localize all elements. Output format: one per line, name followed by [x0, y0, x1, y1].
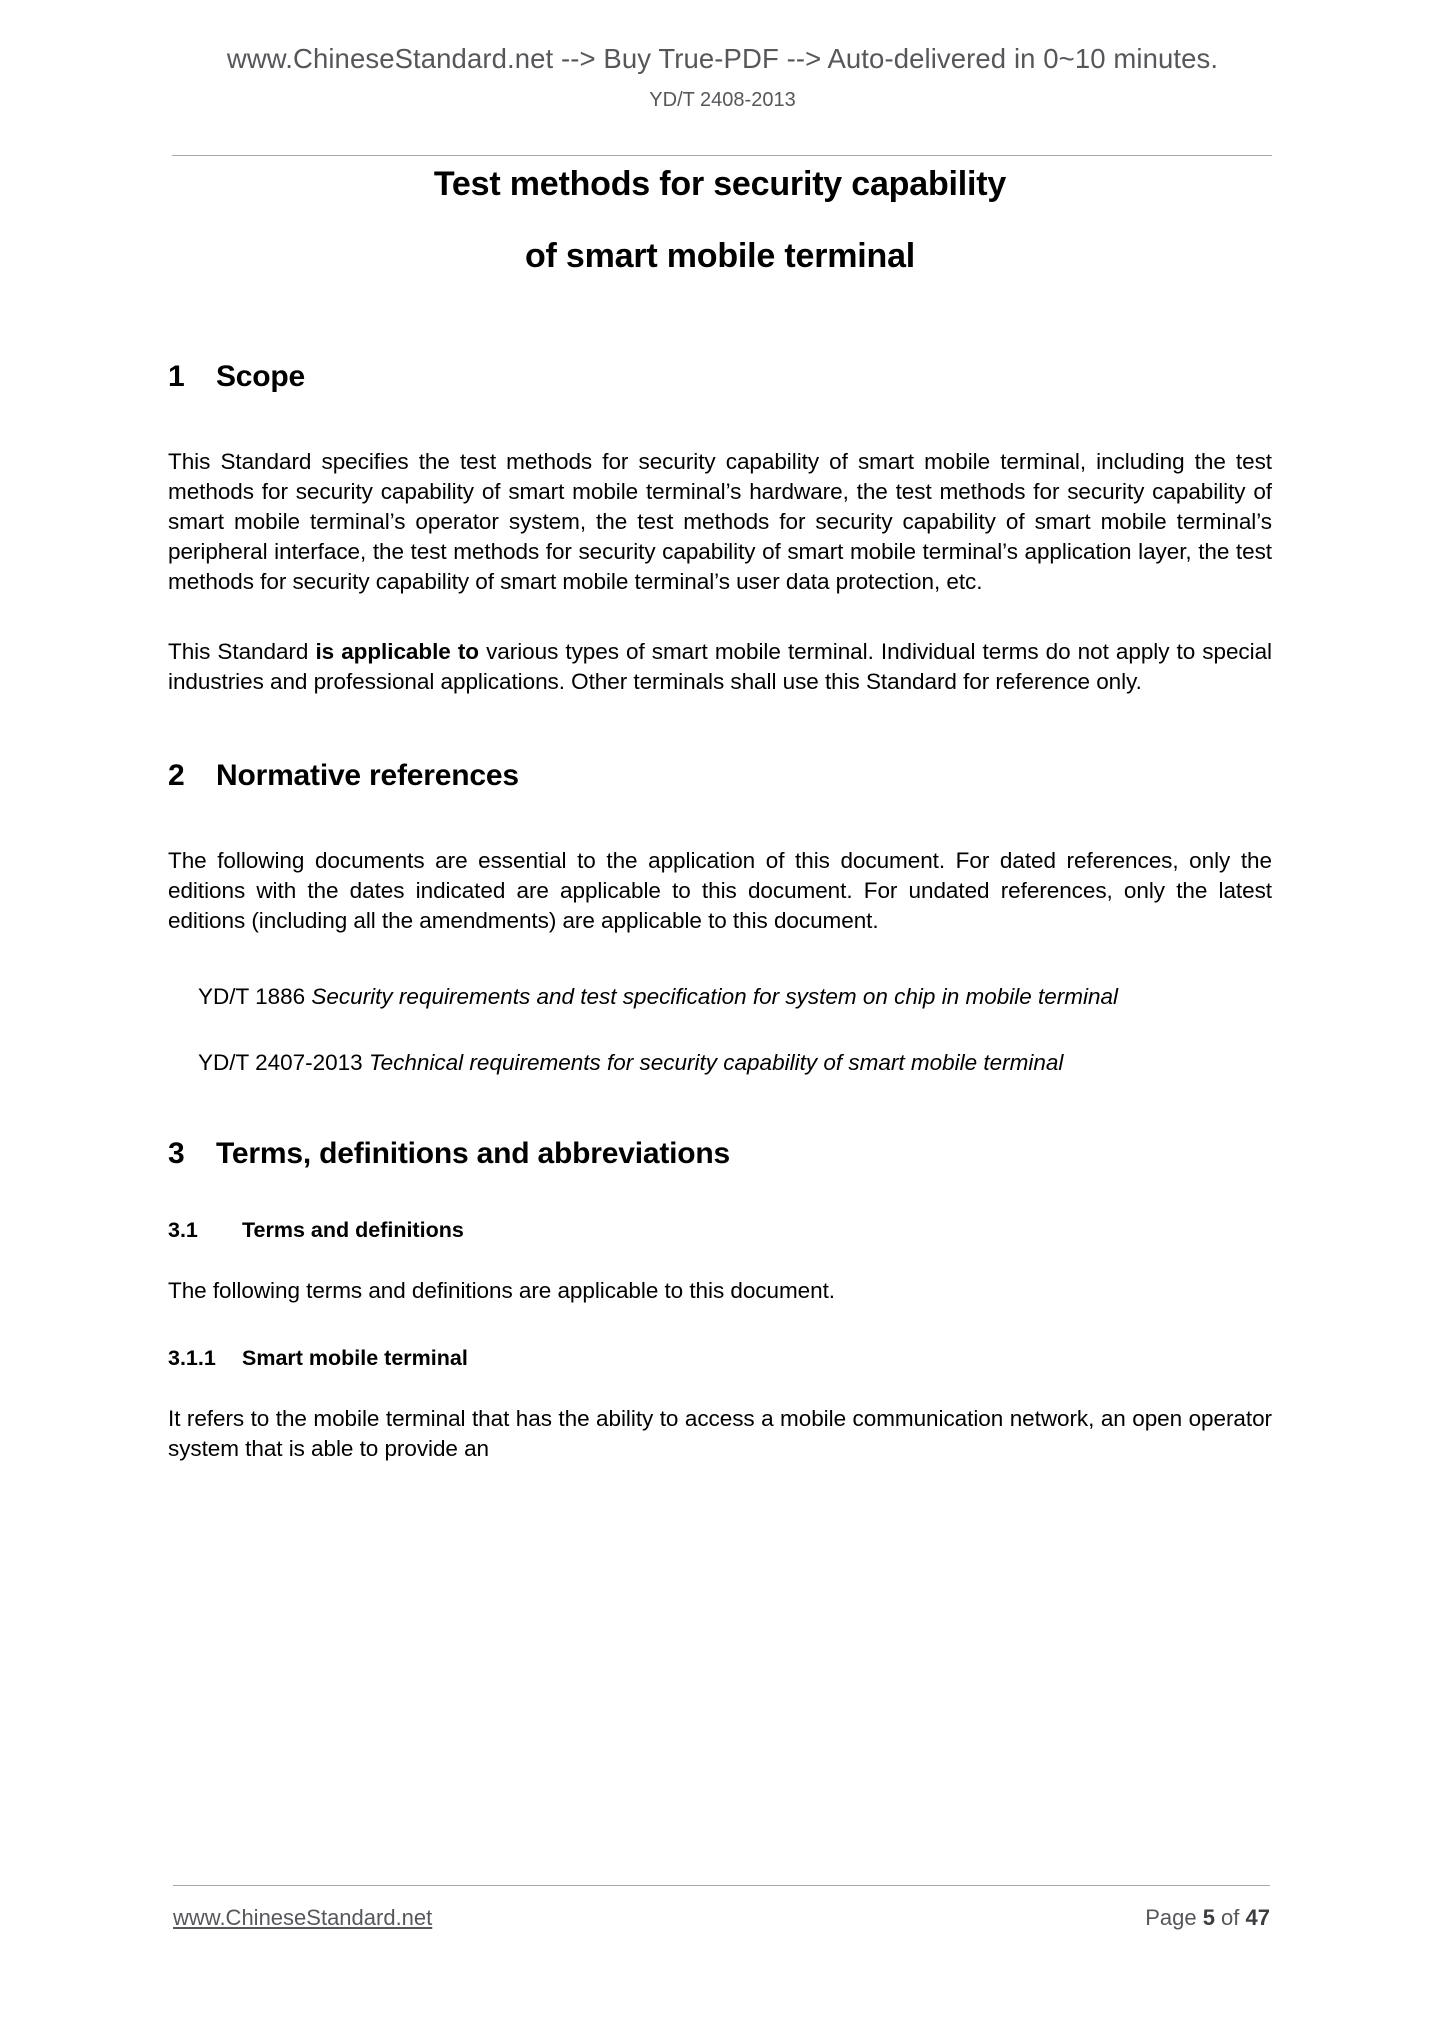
watermark-promo-text: www.ChineseStandard.net --> Buy True-PDF --> Auto-delivered in 0~10 minutes. — [226, 43, 1219, 74]
footer-page-of: of — [1214, 1905, 1246, 1930]
scope-paragraph-2-text-before: This Standard — [168, 638, 316, 664]
smart-mobile-terminal-definition-paragraph: It refers to the mobile terminal that has the ability to access a mobile communication network, an open operator system that is able to provide an — [168, 1405, 1272, 1461]
document-title — [168, 167, 1272, 273]
document-title-line-2: of smart mobile terminal — [524, 237, 916, 275]
scope-paragraph-2-text-after: various types of smart mobile terminal. Individual terms do not apply to special industries and professional applications. Other terminals shall use this Standard for reference only. — [168, 638, 1272, 694]
footer-page-label: Page — [1145, 1905, 1203, 1930]
section-heading-2-normative-references — [168, 758, 1272, 794]
footer-page-number — [1145, 1905, 1270, 1931]
spacer — [168, 1172, 1272, 1218]
scope-paragraph-2 — [168, 637, 1272, 697]
footer-page-total: 47 — [1245, 1905, 1270, 1930]
document-title-line-1: Test methods for security capability — [433, 165, 1007, 203]
reference-code: YD/T 2407-2013 — [198, 1050, 369, 1076]
subsection-number-3-1: 3.1 — [168, 1218, 198, 1243]
spacer — [168, 794, 1272, 846]
section-number-3: 3 — [168, 1137, 185, 1171]
reference-title: Technical requirements for security capability of smart mobile terminal — [368, 1050, 1064, 1076]
spacer — [168, 1078, 1272, 1136]
subsection-title-3-1: Terms and definitions — [242, 1218, 464, 1243]
standard-number-header: YD/T 2408-2013 — [649, 89, 796, 112]
footer-page-current: 5 — [1202, 1905, 1215, 1930]
page-footer — [173, 1905, 1270, 1931]
spacer — [168, 696, 1272, 758]
spacer — [168, 936, 1272, 982]
subsection-heading-3-1-terms-and-definitions — [168, 1218, 1272, 1244]
section-title-3: Terms, definitions and abbreviations — [216, 1137, 731, 1171]
spacer — [168, 1244, 1272, 1276]
reference-title: Security requirements and test specification for system on chip in mobile terminal — [311, 984, 1119, 1010]
spacer — [168, 597, 1272, 637]
document-content — [168, 145, 1272, 1463]
spacer — [168, 395, 1272, 447]
subsection-title-3-1-1: Smart mobile terminal — [242, 1345, 468, 1370]
section-heading-3-terms-definitions-abbreviations — [168, 1136, 1272, 1172]
reference-code: YD/T 1886 — [198, 984, 312, 1010]
section-number-1: 1 — [168, 360, 185, 393]
section-number-2: 2 — [168, 759, 185, 793]
terms-and-definitions-paragraph: The following terms and definitions are applicable to this document. — [168, 1277, 835, 1303]
spacer — [168, 1372, 1272, 1404]
page-header — [0, 40, 1445, 113]
subsection-heading-3-1-1-smart-mobile-terminal — [168, 1346, 1272, 1372]
scope-paragraph-2-emphasis: is applicable to — [315, 638, 479, 664]
section-title-2: Normative references — [216, 759, 519, 793]
subsection-number-3-1-1: 3.1.1 — [168, 1345, 216, 1370]
spacer — [168, 1306, 1272, 1346]
footer-website-link[interactable]: www.ChineseStandard.net — [173, 1905, 433, 1930]
spacer — [168, 1012, 1272, 1048]
reference-entry-yd-t-1886 — [198, 982, 1272, 1012]
section-title-1: Scope — [216, 360, 306, 393]
scope-paragraph-1: This Standard specifies the test methods for security capability of smart mobile terminal, including the test methods for security capability of smart mobile terminal’s hardware, the test methods for security capability of smart mobile terminal’s operator system, the test methods for security capability of smart mobile terminal’s peripheral interface, the test methods for security capability of smart mobile terminal’s application layer, the test methods for security capability of smart mobile terminal’s user data protection, etc. — [168, 449, 1272, 594]
section-heading-1-scope — [168, 359, 1272, 395]
spacer — [168, 273, 1272, 359]
footer-divider — [173, 1885, 1270, 1886]
normative-references-paragraph: The following documents are essential to the application of this document. For dated references, only the editions with the dates indicated are applicable to this document. For undated references, only the latest editions (including all the amendments) are applicable to this document. — [168, 848, 1272, 934]
reference-entry-yd-t-2407-2013 — [198, 1048, 1272, 1078]
